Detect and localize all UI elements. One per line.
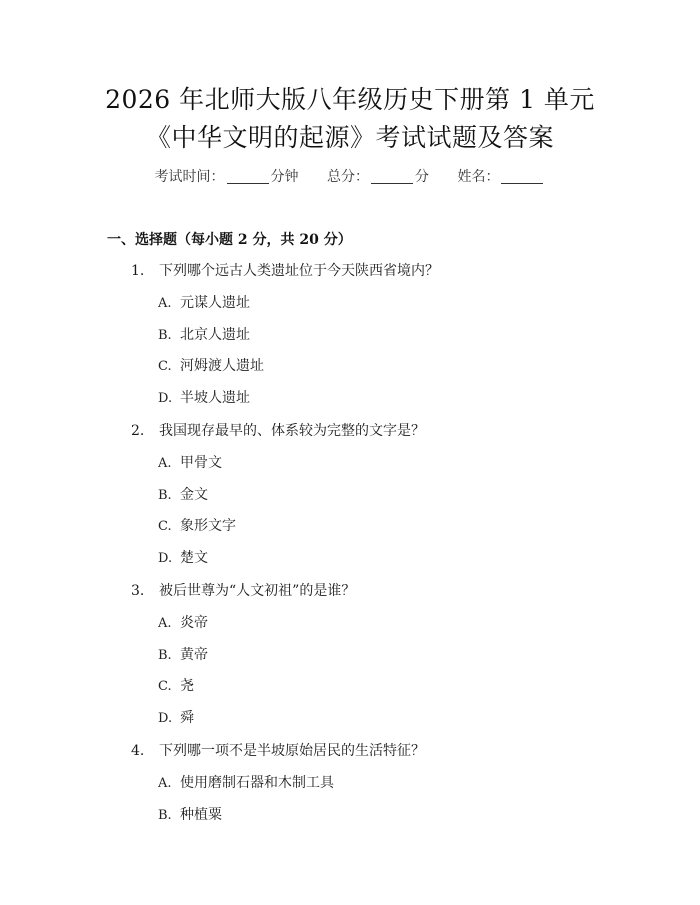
- question-4: [131, 741, 425, 761]
- question-3: [131, 581, 355, 601]
- question-number: 2.: [131, 423, 145, 439]
- exam-title-line-1: 2026 年北师大版八年级历史下册第 1 单元: [105, 85, 595, 114]
- section-heading-choice: 一、选择题（每小题 2 分，共 20 分）: [107, 232, 352, 248]
- total-score-field: [327, 167, 429, 187]
- exam-meta-info: [0, 167, 700, 187]
- question-number: 3.: [131, 583, 145, 599]
- option-text: 种植粟: [180, 807, 222, 823]
- option-item: [158, 676, 194, 697]
- student-name-field: [457, 167, 545, 187]
- student-name-blank: [501, 169, 543, 184]
- exam-time-blank: [227, 169, 269, 184]
- exam-title-line-2: 《中华文明的起源》考试试题及答案: [145, 123, 554, 152]
- option-text: 半坡人遗址: [180, 390, 250, 406]
- option-letter: A.: [158, 456, 172, 471]
- option-item: [158, 485, 208, 506]
- option-text: 尧: [180, 678, 194, 694]
- option-text: 河姆渡人遗址: [180, 358, 264, 374]
- question-number: 1.: [131, 263, 145, 279]
- option-letter: C.: [158, 679, 172, 694]
- question-text: 我国现存最早的、体系较为完整的文字是？: [159, 423, 425, 439]
- exam-time-unit: 分钟: [270, 169, 299, 185]
- option-letter: D.: [158, 551, 173, 566]
- question-2: [131, 421, 425, 441]
- question-text: 下列哪一项不是半坡原始居民的生活特征？: [159, 743, 425, 759]
- option-text: 甲骨文: [180, 455, 222, 471]
- option-letter: B.: [158, 808, 172, 823]
- option-item: [158, 548, 208, 569]
- option-text: 使用磨制石器和木制工具: [180, 775, 334, 791]
- total-score-blank: [371, 169, 413, 184]
- option-text: 舜: [180, 710, 194, 726]
- option-text: 北京人遗址: [180, 327, 250, 343]
- question-text: 被后世尊为“人文初祖”的是谁？: [159, 583, 356, 599]
- exam-time-field: [155, 167, 299, 187]
- option-letter: B.: [158, 488, 172, 503]
- exam-time-label: 考试时间：: [154, 169, 225, 185]
- option-item: [158, 645, 208, 666]
- option-text: 黄帝: [180, 647, 208, 663]
- question-text: 下列哪个远古人类遗址位于今天陕西省境内？: [159, 263, 439, 279]
- option-text: 楚文: [180, 550, 208, 566]
- option-item: [158, 805, 222, 826]
- option-text: 元谋人遗址: [180, 295, 250, 311]
- student-name-label: 姓名：: [457, 169, 500, 185]
- option-letter: B.: [158, 328, 172, 343]
- option-letter: D.: [158, 391, 173, 406]
- option-letter: A.: [158, 776, 172, 791]
- question-1: [131, 261, 439, 281]
- total-score-unit: 分: [415, 169, 429, 185]
- option-text: 金文: [180, 487, 208, 503]
- option-item: [158, 453, 222, 474]
- question-number: 4.: [131, 743, 145, 759]
- option-letter: D.: [158, 711, 173, 726]
- option-letter: C.: [158, 519, 172, 534]
- option-letter: A.: [158, 296, 172, 311]
- option-letter: C.: [158, 359, 172, 374]
- option-item: [158, 516, 236, 537]
- option-item: [158, 708, 194, 729]
- option-item: [158, 388, 250, 409]
- total-score-label: 总分：: [327, 169, 369, 185]
- option-item: [158, 293, 250, 314]
- option-item: [158, 613, 208, 634]
- option-text: 炎帝: [180, 615, 208, 631]
- option-letter: A.: [158, 616, 172, 631]
- option-text: 象形文字: [180, 518, 236, 534]
- option-item: [158, 325, 250, 346]
- option-item: [158, 356, 264, 377]
- option-letter: B.: [158, 648, 172, 663]
- option-item: [158, 773, 334, 794]
